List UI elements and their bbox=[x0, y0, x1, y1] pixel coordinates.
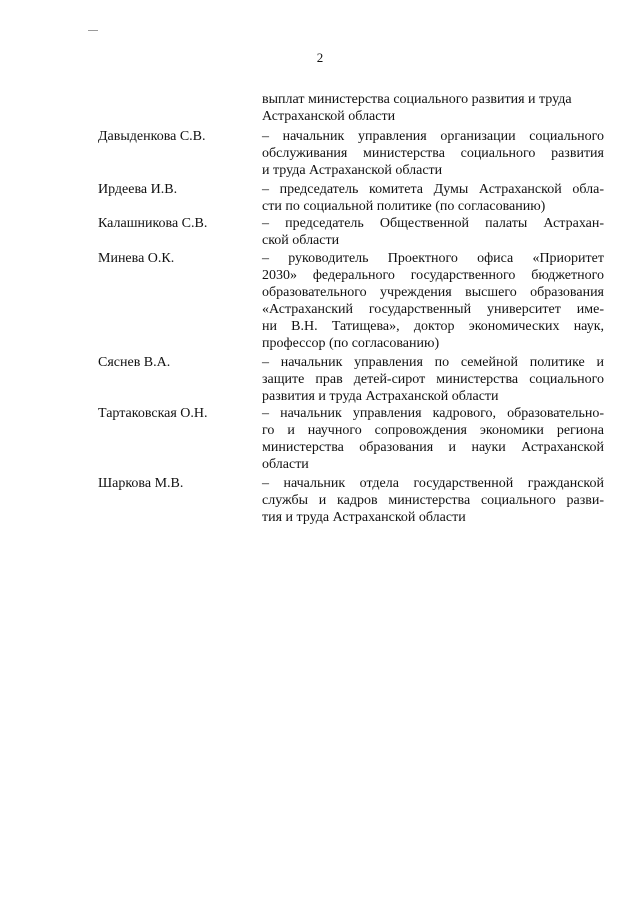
member-role-line: службы и кадров министерства социального разви- bbox=[262, 493, 604, 508]
continuation-line: Астраханской области bbox=[262, 109, 396, 124]
continuation-text bbox=[262, 91, 604, 125]
scan-mark bbox=[88, 30, 98, 31]
member-role bbox=[262, 181, 604, 215]
member-role bbox=[262, 128, 604, 179]
member-role bbox=[262, 215, 604, 249]
member-role-line: образовательного учреждения высшего образования bbox=[262, 285, 604, 300]
page-number: 2 bbox=[316, 50, 324, 65]
member-name: Тартаковская О.Н. bbox=[98, 406, 208, 421]
member-role-line: – начальник управления организации социального bbox=[262, 129, 604, 144]
member-role-line: – председатель комитета Думы Астраханской обла- bbox=[262, 182, 604, 197]
member-role bbox=[262, 250, 604, 352]
member-role-line: «Астраханский государственный университет име- bbox=[262, 302, 604, 317]
member-role-line: тия и труда Астраханской области bbox=[262, 510, 466, 525]
member-role-line: защите прав детей-сирот министерства социального bbox=[262, 372, 604, 387]
member-name: Сяснев В.А. bbox=[98, 355, 171, 370]
member-role-line: развития и труда Астраханской области bbox=[262, 389, 499, 404]
member-role-line: и труда Астраханской области bbox=[262, 163, 443, 178]
member-name: Калашникова С.В. bbox=[98, 216, 208, 231]
member-role-line: го и научного сопровождения экономики региона bbox=[262, 423, 604, 438]
member-role-line: – председатель Общественной палаты Астрахан- bbox=[262, 216, 604, 231]
member-role-line: – начальник управления кадрового, образовательно- bbox=[262, 406, 604, 421]
member-role-line: профессор (по согласованию) bbox=[262, 336, 440, 351]
member-role-line: – начальник управления по семейной политике и bbox=[262, 355, 604, 370]
member-role-line: – руководитель Проектного офиса «Приоритет bbox=[262, 251, 604, 266]
continuation-line: выплат министерства социального развития и труда bbox=[262, 92, 572, 107]
member-role bbox=[262, 405, 604, 473]
member-role-line: 2030» федерального государственного бюджетного bbox=[262, 268, 604, 283]
member-role-line: ской области bbox=[262, 233, 340, 248]
member-name: Шаркова М.В. bbox=[98, 476, 184, 491]
member-role-line: – начальник отдела государственной гражданской bbox=[262, 476, 604, 491]
member-name: Ирдеева И.В. bbox=[98, 182, 178, 197]
member-role-line: обслуживания министерства социального развития bbox=[262, 146, 604, 161]
member-role-line: сти по социальной политике (по согласованию) bbox=[262, 199, 546, 214]
member-role-line: ни В.Н. Татищева», доктор экономических наук, bbox=[262, 319, 604, 334]
member-name: Давыденкова С.В. bbox=[98, 129, 206, 144]
member-name: Минева О.К. bbox=[98, 251, 175, 266]
member-role bbox=[262, 475, 604, 526]
member-role bbox=[262, 354, 604, 405]
member-role-line: области bbox=[262, 457, 309, 472]
member-role-line: министерства образования и науки Астраханской bbox=[262, 440, 604, 455]
